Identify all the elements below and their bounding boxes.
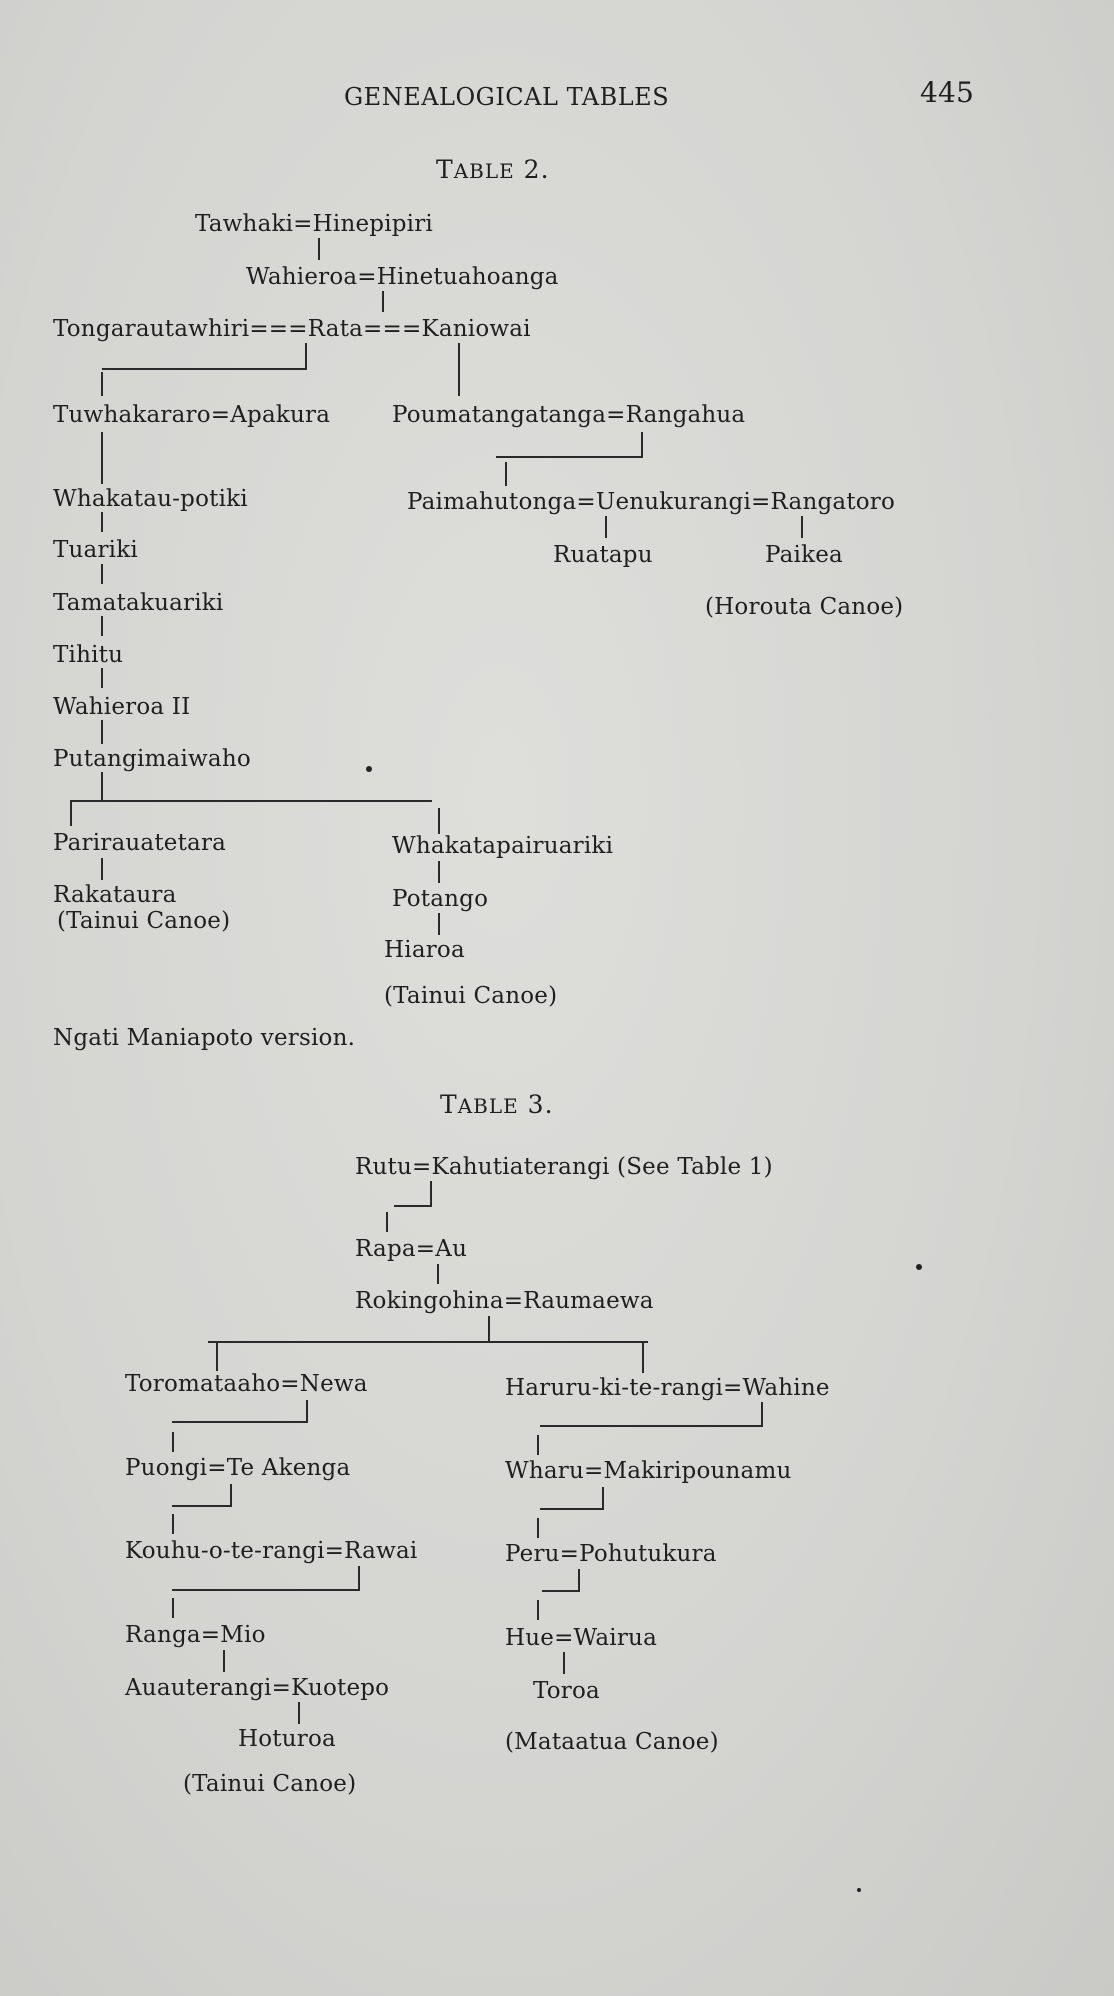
descent-line [642,1343,644,1373]
descent-line [382,291,384,312]
descent-line [172,1598,174,1618]
wahieroa-ii-line: Wahieroa II [53,694,191,720]
rapa-line: Rapa=Au [355,1236,468,1262]
descent-line [172,1514,174,1534]
auauterangi-line: Auauterangi=Kuotepo [125,1675,390,1701]
table-2-title-word: ABLE [453,159,515,183]
ranga-line: Ranga=Mio [125,1622,266,1648]
branch-line [70,800,432,802]
descent-line [602,1487,604,1509]
descent-line [101,432,103,484]
paimahutonga-line: Paimahutonga=Uenukurangi=Rangatoro [407,489,896,515]
ruatapu-line: Ruatapu [553,542,653,568]
descent-line [101,372,103,396]
tamatakuariki-line: Tamatakuariki [53,590,224,616]
descent-line [216,1343,218,1371]
tainui-canoe-note-right: (Tainui Canoe) [384,983,558,1009]
branch-line [394,1205,432,1207]
tihitu-line: Tihitu [53,642,124,668]
branch-line [540,1508,604,1510]
descent-line [318,238,320,260]
tuwhakararo-line: Tuwhakararo=Apakura [53,402,331,428]
rokingohina-line: Rokingohina=Raumaewa [355,1288,654,1314]
descent-line [101,720,103,744]
table-2-title-number: 2. [514,155,550,184]
table-3-title-initial: T [440,1090,458,1119]
descent-line [70,802,72,826]
descent-line [437,1264,439,1284]
descent-line [358,1566,360,1590]
descent-line [386,1212,388,1232]
table-2-title-initial: T [436,155,454,184]
branch-line [172,1589,360,1591]
descent-line [298,1702,300,1724]
descent-line [438,861,440,883]
descent-line [101,668,103,688]
poumatangatanga-line: Poumatangatanga=Rangahua [392,402,746,428]
descent-line [223,1650,225,1672]
branch-line [172,1421,308,1423]
hoturoa-line: Hoturoa [238,1726,336,1752]
mataatua-canoe-note: (Mataatua Canoe) [505,1729,719,1755]
print-speck [916,1264,922,1270]
table-3-title-number: 3. [518,1090,554,1119]
whakatapairuariki-line: Whakatapairuariki [392,833,614,859]
version-note: Ngati Maniapoto version. [53,1025,356,1051]
whakatau-line: Whakatau-potiki [53,486,248,512]
descent-line [563,1652,565,1674]
tawhaki-line: Tawhaki=Hinepipiri [195,211,433,237]
tuariki-line: Tuariki [53,537,138,563]
hiaroa-line: Hiaroa [384,937,465,963]
descent-line [438,913,440,935]
descent-line [505,462,507,486]
putangimaiwaho-line: Putangimaiwaho [53,746,251,772]
puongi-line: Puongi=Te Akenga [125,1455,351,1481]
descent-line [458,343,460,396]
branch-line [540,1425,763,1427]
branch-line [102,368,307,370]
parirauatetara-line: Parirauatetara [53,830,227,856]
descent-line [641,432,643,457]
wahieroa-line: Wahieroa=Hinetuahoanga [246,264,559,290]
descent-line [438,808,440,834]
descent-line [605,516,607,538]
peru-line: Peru=Pohutukura [505,1541,717,1567]
rutu-line: Rutu=Kahutiaterangi (See Table 1) [355,1154,773,1180]
descent-line [101,616,103,636]
tainui-canoe-note: (Tainui Canoe) [183,1771,357,1797]
descent-line [101,564,103,584]
rata-line: Tongarautawhiri===Rata===Kaniowai [53,316,531,342]
hue-line: Hue=Wairua [505,1625,657,1651]
branch-line [172,1505,232,1507]
table-3-title [440,1092,554,1119]
descent-line [306,1400,308,1422]
descent-line [430,1181,432,1206]
running-title: GENEALOGICAL TABLES [344,83,670,111]
page-number: 445 [920,76,975,109]
descent-line [537,1435,539,1455]
wharu-line: Wharu=Makiripounamu [505,1458,792,1484]
descent-line [488,1316,490,1342]
descent-line [101,858,103,880]
descent-line [537,1600,539,1620]
tainui-canoe-note-left: (Tainui Canoe) [57,908,231,934]
descent-line [101,772,103,800]
horouta-canoe-note: (Horouta Canoe) [705,594,904,620]
descent-line [101,512,103,532]
toromataaho-line: Toromataaho=Newa [125,1371,368,1397]
table-3-title-word: ABLE [457,1094,519,1118]
descent-line [537,1518,539,1538]
branch-line [542,1590,580,1592]
descent-line [761,1402,763,1426]
branch-line [208,1341,648,1343]
potango-line: Potango [392,886,489,912]
descent-line [305,343,307,369]
rakataura-line: Rakataura [53,882,177,908]
branch-line [496,456,643,458]
descent-line [801,516,803,538]
paikea-line: Paikea [765,542,843,568]
descent-line [578,1569,580,1591]
print-speck [857,1888,861,1892]
haruru-line: Haruru-ki-te-rangi=Wahine [505,1375,830,1401]
print-speck [366,766,372,772]
toroa-line: Toroa [533,1678,600,1704]
kouhu-line: Kouhu-o-te-rangi=Rawai [125,1538,418,1564]
descent-line [230,1484,232,1506]
descent-line [172,1432,174,1452]
table-2-title [436,157,550,184]
